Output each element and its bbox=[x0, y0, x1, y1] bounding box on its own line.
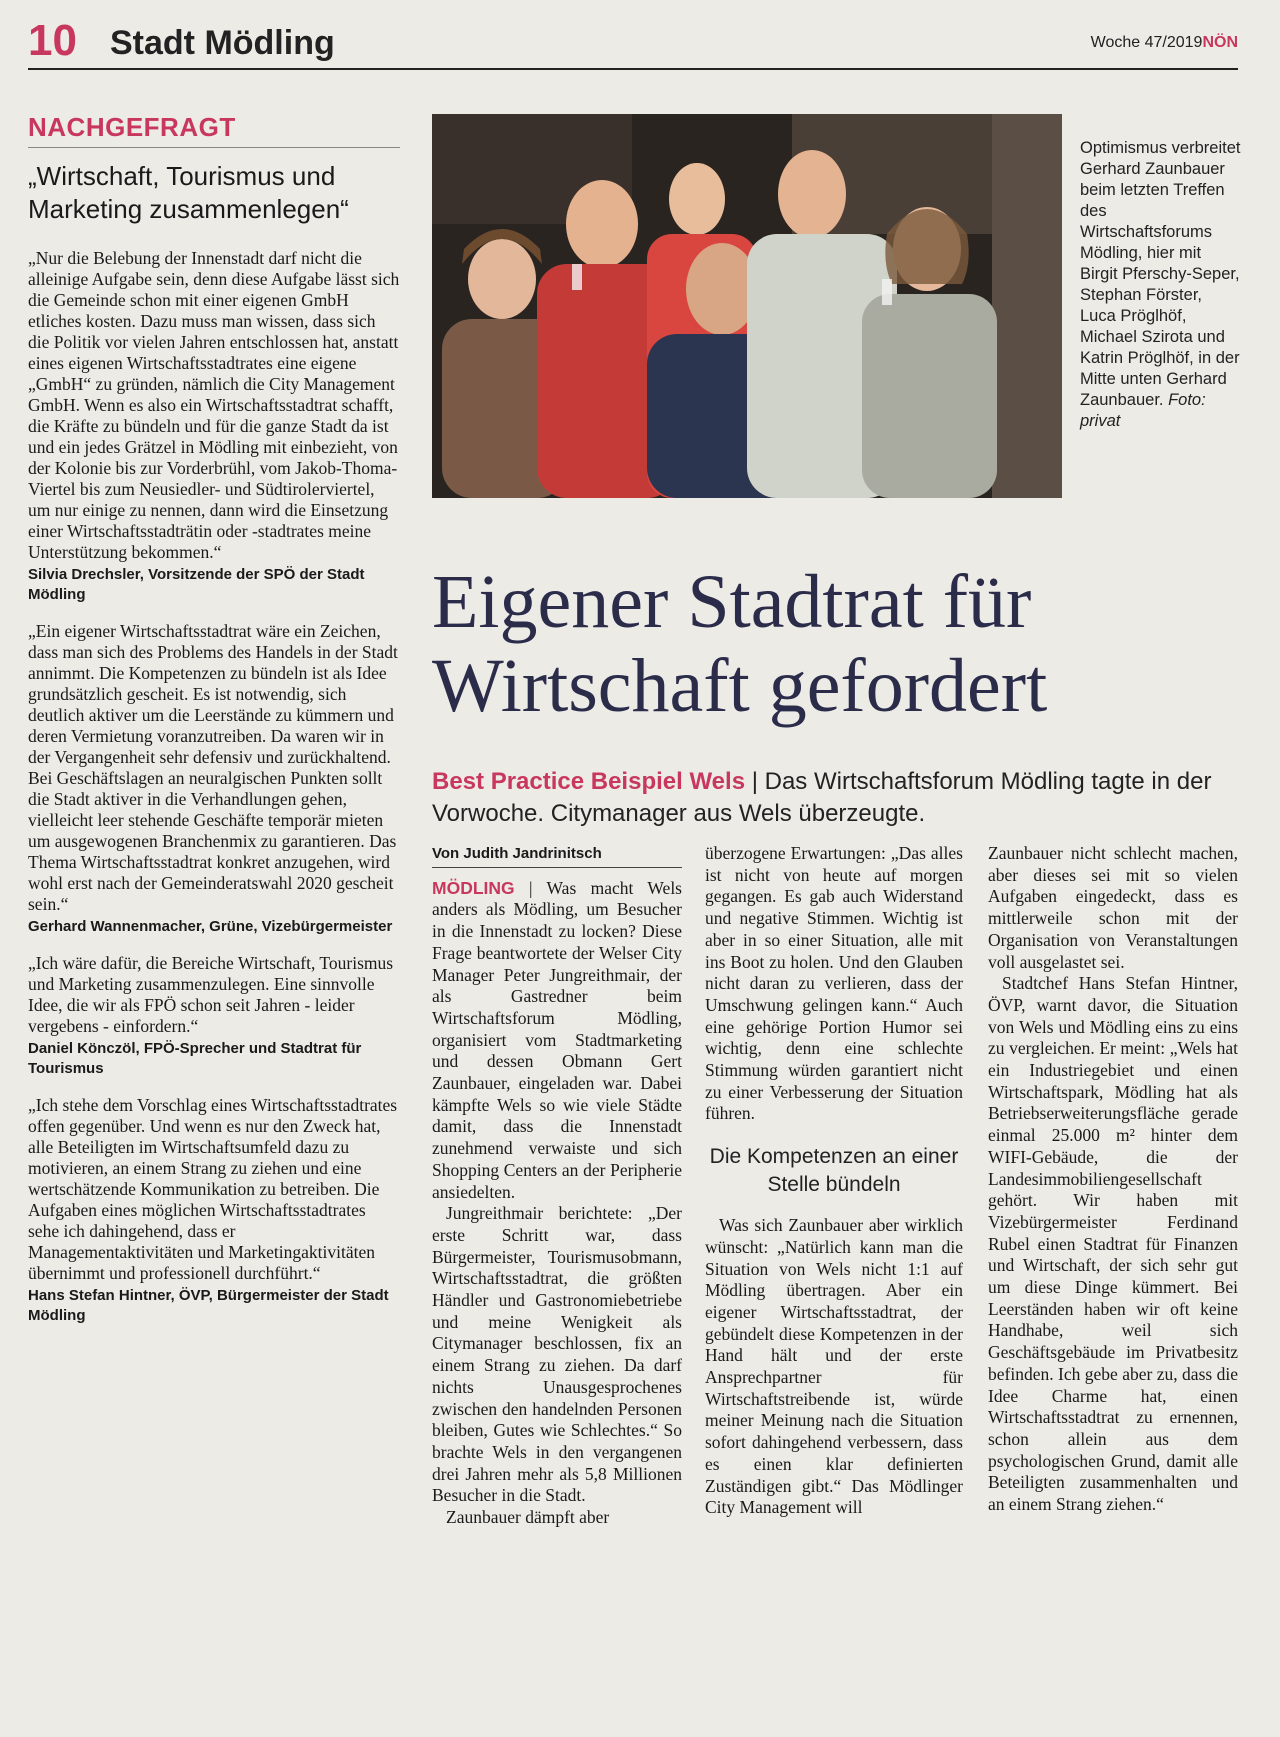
quote-text: „Nur die Belebung der Innenstadt darf nicht die alleinige Aufgabe sein, denn diese Aufgabe lässt sich die Gemeinde schon mit einer eigenen GmbH etliches kosten. Dazu muss man wissen, dass sich die Politik vor vielen Jahren entschlossen hat, anstatt eines eigenen Wirtschaftsstadtrates eine eigene „GmbH“ zu gründen, nämlich die City Management GmbH. Wenn es also ein Wirtschaftsstadtrat schafft, die Kräfte zu bündeln und für die ganze Stadt da ist und ein jedes Grätzel in Mödling mit einbezieht, von der Kolonie bis zur Vorderbrühl, vom Jakob-Thoma-Viertel bis zum Neusiedler- und Südtirolerviertel, um nur einige zu nennen, dann wird die Einsetzung einer Wirtschaftsstadträtin oder -stadtrates meine Unterstützung bekommen.“ bbox=[28, 248, 400, 562]
quote-text: „Ich stehe dem Vorschlag eines Wirtschaftsstadtrates offen gegenüber. Und wenn es nur den Zweck hat, alle Beteiligten im Wirtschaftsumfeld dazu zu motivieren, an einem Strang zu ziehen und eine wertschätzende Kommunikation zu betreiben. Die Aufgaben eines möglichen Wirtschaftsstadtrates sehe ich dahingehend, dass er Managementaktivitäten und Marketingaktivitäten übernimmt und professionell durchführt.“ bbox=[28, 1095, 398, 1283]
page-header bbox=[28, 16, 1238, 70]
photo-credit: Foto: privat bbox=[1080, 391, 1206, 430]
article-column-3 bbox=[988, 843, 1238, 1516]
quote-author: Gerhard Wannenmacher, Grüne, Vizebürgermeister bbox=[28, 918, 393, 935]
article-column-1 bbox=[432, 843, 682, 1529]
paragraph: Zaunbauer nicht schlecht machen, aber dieses sei mit so vielen Aufgaben eingedeckt, dass es mittlerweile schon mit der Organisation von Veranstaltungen voll ausgelastet sei. bbox=[988, 843, 1238, 972]
sidebar-headline: „Wirtschaft, Tourismus und Marketing zusammenlegen“ bbox=[28, 161, 349, 224]
quote-author: Silvia Drechsler, Vorsitzende der SPÖ der Stadt Mödling bbox=[28, 566, 365, 603]
subtitle-text: Das Wirtschaftsforum Mödling tagte in der Vorwoche. Citymanager aus Wels überzeugte. bbox=[432, 768, 1212, 827]
photo-illustration bbox=[432, 114, 1062, 498]
paragraph: Stadtchef Hans Stefan Hintner, ÖVP, warnt davor, die Situation von Wels und Mödling eins zu eins zu vergleichen. Er meint: „Wels hat ein Industriegebiet und einen Wirtschaftspark, Mödling hat als Betriebserweiterungsfläche gerade einmal 25.000 m² hinter dem WIFI-Gebäude, die der Landesimmobiliengesellschaft gehört. Wir haben mit Vizebürgermeister Ferdinand Rubel einen Stadtrat für Finanzen und Wirtschaft, der sich sehr gut um diese Dinge kümmert. Bei Leerständen haben wir oft keine Handhabe, weil sich Geschäftsgebäude im Privatbesitz befinden. Ich gebe aber zu, dass die Idee Charme hat, einen Wirtschaftsstadtrat zu ernennen, schon allein aus dem psychologischen Grund, damit alle Beteiligten zusammenhalten und an einem Strang ziehen.“ bbox=[988, 973, 1238, 1515]
quote-author: Daniel Könczöl, FPÖ-Sprecher und Stadtrat für Tourismus bbox=[28, 1040, 362, 1077]
paragraph bbox=[432, 878, 682, 1204]
article-subtitle bbox=[432, 766, 1252, 830]
issue-info bbox=[1091, 34, 1238, 52]
subtitle-kicker: Best Practice Beispiel Wels bbox=[432, 768, 746, 795]
article-subhead: Die Kompetenzen an einer Stelle bündeln bbox=[709, 1145, 959, 1197]
quote-text: „Ich wäre dafür, die Bereiche Wirtschaft, Tourismus und Marketing zusammenzulegen. Eine sinnvolle Idee, die wir als FPÖ schon seit Jahren - leider vergebens - einfordern.“ bbox=[28, 953, 394, 1036]
page-number: 10 bbox=[28, 16, 77, 65]
sidebar-kicker: NACHGEFRAGT bbox=[28, 112, 400, 148]
issue-week: Woche 47/2019 bbox=[1090, 34, 1203, 51]
brand-logo: NÖN bbox=[1202, 34, 1238, 51]
paragraph: überzogene Erwartungen: „Das alles ist nicht von heute auf morgen gegangen. Es gab auch Widerstand und negative Stimmen. Wichtig ist aber in so einer Situation, alle mit ins Boot zu holen. Und den Glauben nicht daran zu verlieren, dass der Umschwung gelingen kann.“ Auch eine gehörige Portion Humor sei wichtig, denn eine schlechte Stimmung würden garantiert nicht zu einer Verbesserung der Situation führen. bbox=[705, 843, 963, 1124]
dateline: MÖDLING bbox=[432, 877, 515, 898]
quote-text: „Ein eigener Wirtschaftsstadtrat wäre ein Zeichen, dass man sich des Problems des Handels in der Stadt annimmt. Die Kompetenzen zu bündeln ist als Idee grundsätzlich gescheit. Es ist notwendig, sich deutlich aktiver um die Leerstände zu kümmern und deren Vermietung voranzutreiben. Da waren wir in der Vergangenheit sehr defensiv und zurückhaltend. Bei Geschäftslagen an neuralgischen Punkten sollt die Stadt aktiver in die Verhandlungen gehen, vielleicht leer stehende Geschäfte temporär mieten um ausgewogenen Branchenmix zu garantieren. Das Thema Wirtschaftsstadtrat konkret anzugehen, wird wohl erst nach der Gemeinderatswahl 2020 gescheit sein.“ bbox=[28, 621, 398, 914]
group-photo bbox=[432, 114, 1062, 498]
byline: Von Judith Jandrinitsch bbox=[432, 843, 682, 868]
sidebar-nachgefragt bbox=[28, 112, 400, 1342]
article-headline: Eigener Stadtrat für Wirtschaft gefordert bbox=[432, 560, 1048, 728]
subtitle-separator: | bbox=[745, 768, 765, 795]
photo-caption bbox=[1080, 138, 1242, 432]
paragraph-text: | Was macht Wels anders als Mödling, um Besucher in die Innenstadt zu locken? Diese Frage beantwortete der Welser City Manager Peter Jungreithmair, der als Gastredner beim Wirtschaftsforum Mödling, organisiert vom Stadtmarketing und dessen Obmann Gert Zaunbauer, eingeladen war. Dabei kämpfte Wels so wie viele Städte damit, dass die Innenstadt zunehmend verwaiste und sich Shopping Centers an der Peripherie ansiedelten. bbox=[432, 877, 682, 1202]
paragraph: Zaunbauer dämpft aber bbox=[446, 1507, 610, 1528]
paragraph: Was sich Zaunbauer aber wirklich wünscht: „Natürlich kann man die Situation von Wels nicht 1:1 auf Mödling übertragen. Aber ein eigener Wirtschaftsstadtrat, der gebündelt diese Kompetenzen in der Hand hält und der erste Ansprechpartner für Wirtschaftstreibende ist, würde meiner Meinung nach die Situation sofort dahingehend verbessern, dass es einen klar definierten Zuständigen gibt.“ Das Mödlinger City Management will bbox=[705, 1215, 963, 1518]
paragraph: Jungreithmair berichtete: „Der erste Schritt war, dass Bürgermeister, Tourismusobmann, Wirtschaftsstadtrat, die größten Händler und Gastronomiebetriebe und meine Wenigkeit als Citymanager beschlossen, fix an einem Strang zu ziehen. Da darf nichts Unausgesprochenes zwischen den handelnden Personen bleiben, Gutes wie Schlechtes.“ So brachte Wels in den vergangenen drei Jahren mehr als 5,8 Millionen Besucher in die Stadt. bbox=[432, 1203, 682, 1506]
quote-author: Hans Stefan Hintner, ÖVP, Bürgermeister der Stadt Mödling bbox=[28, 1287, 389, 1324]
caption-text: Optimismus verbreitet Gerhard Zaunbauer beim letzten Treffen des Wirtschaftsforums Mödling, hier mit Birgit Pferschy-Seper, Stephan Förster, Luca Pröglhöf, Michael Szirota und Katrin Pröglhöf, in der Mitte unten Gerhard Zaunbauer. bbox=[1080, 139, 1241, 409]
section-title: Stadt Mödling bbox=[110, 24, 335, 62]
article-column-2 bbox=[705, 843, 963, 1519]
